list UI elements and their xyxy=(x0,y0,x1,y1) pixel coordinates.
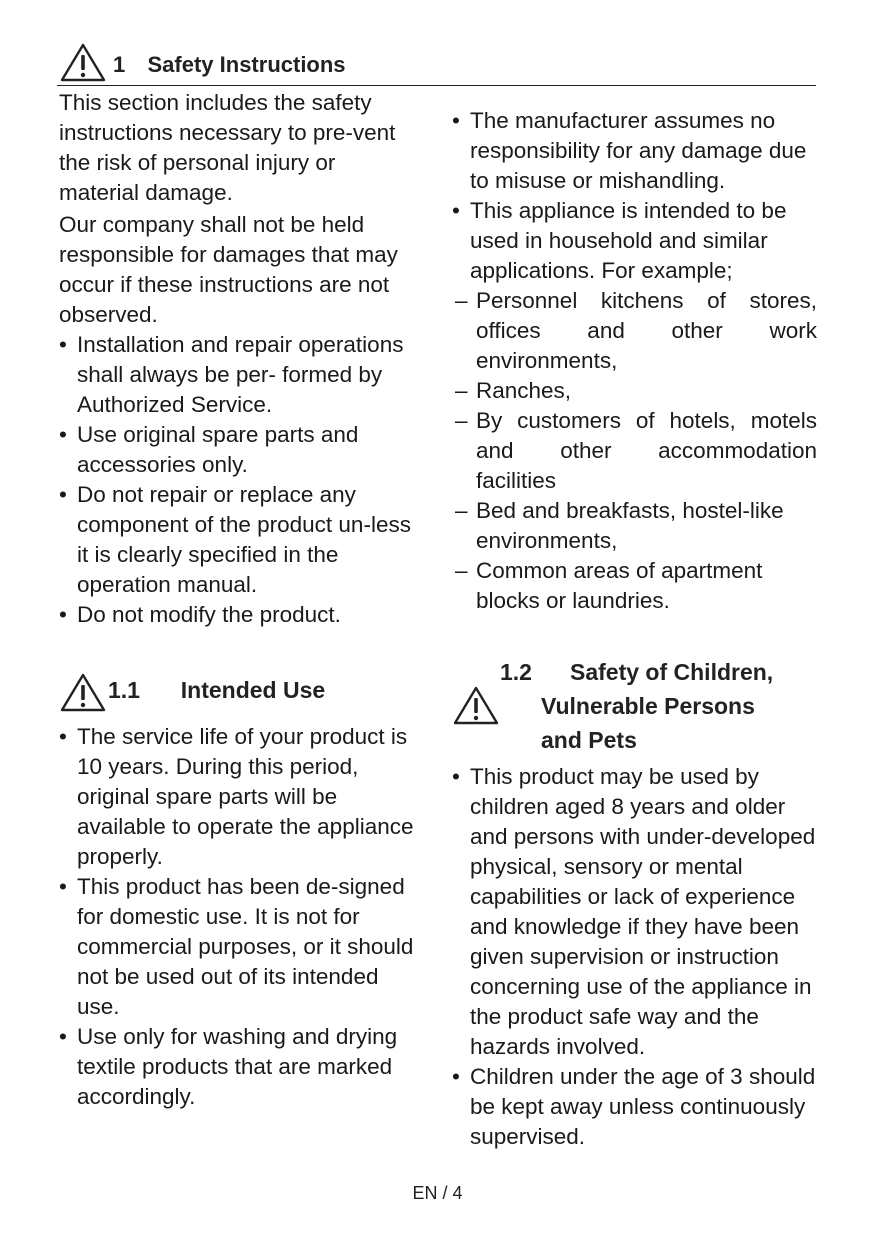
dash-list xyxy=(452,286,817,616)
subsection-title: Intended Use xyxy=(180,677,326,703)
sub-list-item: – Common areas of apartment blocks or laundries. xyxy=(455,556,817,616)
list-item: • This product has been de-signed for domestic use. It is not for commercial purposes, or it should not be used out of its intended use. xyxy=(59,872,421,1022)
section-heading xyxy=(113,52,346,78)
subsection-title-line: and Pets xyxy=(541,727,637,753)
list-item: • Installation and repair operations shall always be per- formed by Authorized Service. xyxy=(59,330,421,420)
intro-paragraph: Our company shall not be held responsible for damages that may occur if these instructions are not observed. xyxy=(59,212,398,327)
sub-list-item: – Personnel kitchens of stores, offices and other work environments, xyxy=(455,286,817,376)
subsection-heading xyxy=(500,655,773,757)
list-item: • Children under the age of 3 should be kept away unless continuously supervised. xyxy=(452,1062,817,1152)
warning-icon xyxy=(59,42,107,82)
left-column-top xyxy=(59,88,421,630)
subsection-heading xyxy=(108,677,325,704)
subsection-title-line: Safety of Children, xyxy=(570,659,774,685)
bullet-list xyxy=(59,722,421,1112)
list-item: • Do not modify the product. xyxy=(59,600,421,630)
list-item: • Do not repair or replace any component of the product un-less it is clearly specified in the operation manual. xyxy=(59,480,421,600)
sub-list-item: – By customers of hotels, motels and other accommodation facilities xyxy=(455,406,817,496)
bullet-list xyxy=(452,762,817,1152)
intro-paragraph: This section includes the safety instructions necessary to pre-vent the risk of personal injury or material damage. xyxy=(59,90,396,205)
warning-icon xyxy=(452,685,500,725)
sub-list-item: – Bed and breakfasts, hostel-like environments, xyxy=(455,496,817,556)
subsection-title-line: Vulnerable Persons xyxy=(541,693,755,719)
page-number: EN / 4 xyxy=(412,1183,463,1203)
list-item: • The service life of your product is 10 years. During this period, original spare parts will be available to operate the appliance properly. xyxy=(59,722,421,872)
section-number: 1 xyxy=(113,52,126,77)
subsection-number: 1.2 xyxy=(500,659,532,685)
list-item: • The manufacturer assumes no responsibility for any damage due to misuse or mishandling. xyxy=(452,106,817,196)
list-item: • This appliance is intended to be used in household and similar applications. For example; xyxy=(452,196,817,286)
warning-icon xyxy=(59,672,107,712)
subsection-number: 1.1 xyxy=(108,677,140,703)
bullet-list xyxy=(452,106,817,286)
list-item: • Use original spare parts and accessories only. xyxy=(59,420,421,480)
left-column-bottom xyxy=(59,722,421,1112)
bullet-list xyxy=(59,330,421,630)
right-column-bottom xyxy=(452,762,817,1152)
right-column-top xyxy=(452,106,817,616)
sub-list-item: – Ranches, xyxy=(455,376,817,406)
list-item: • This product may be used by children aged 8 years and older and persons with under-developed physical, sensory or mental capabilities or lack of experience and knowledge if they have been given supervision or instruction concerning use of the appliance in the product safe way and the hazards involved. xyxy=(452,762,817,1062)
list-item: • Use only for washing and drying textile products that are marked accordingly. xyxy=(59,1022,421,1112)
section-title: Safety Instructions xyxy=(147,52,346,77)
heading-rule xyxy=(57,85,816,86)
